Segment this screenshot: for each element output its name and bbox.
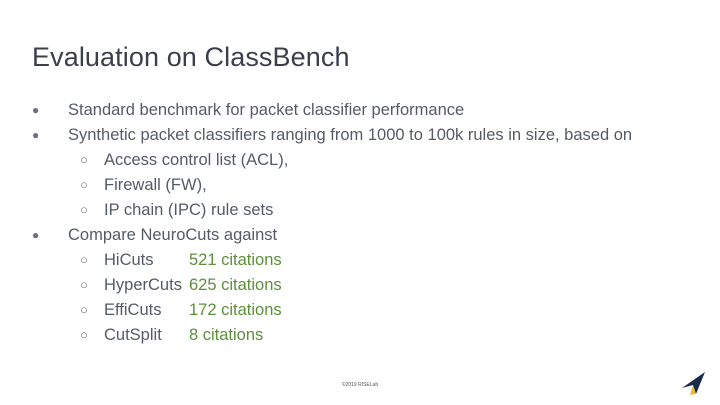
- bullet-circle-icon: ○: [80, 252, 88, 267]
- bullet-circle-icon: ○: [80, 277, 88, 292]
- method-name: EffiCuts: [104, 301, 162, 319]
- citation-count: 521 citations: [189, 251, 282, 269]
- footer-copyright: ©2019 RISELab: [341, 382, 379, 388]
- sub-bullet-item: [0, 198, 720, 222]
- slide-title: Evaluation on ClassBench: [32, 42, 350, 72]
- sub-bullet-text: Firewall (FW),: [104, 176, 207, 194]
- bullet-circle-icon: ○: [80, 202, 88, 217]
- bullet-dot-icon: ●: [32, 228, 40, 242]
- bullet-item: [0, 223, 720, 247]
- sub-bullet-item: [0, 173, 720, 197]
- sub-bullet-item: [0, 148, 720, 172]
- citation-count: 625 citations: [189, 276, 282, 294]
- sub-bullet-text: IP chain (IPC) rule sets: [104, 201, 274, 219]
- citation-count: 172 citations: [189, 301, 282, 319]
- sub-bullet-text: Access control list (ACL),: [104, 151, 289, 169]
- citation-count: 8 citations: [189, 326, 264, 344]
- bullet-item: [0, 123, 720, 147]
- bullet-dot-icon: ●: [32, 128, 40, 142]
- comparison-item: [0, 248, 720, 272]
- comparison-item: [0, 323, 720, 347]
- bullet-text: Standard benchmark for packet classifier performance: [68, 101, 465, 119]
- comparison-item: [0, 298, 720, 322]
- bullet-circle-icon: ○: [80, 152, 88, 167]
- method-name: HiCuts: [104, 251, 154, 269]
- bullet-circle-icon: ○: [80, 302, 88, 317]
- bullet-dot-icon: ●: [32, 103, 40, 117]
- bullet-item: [0, 98, 720, 122]
- riselab-logo-icon: [680, 370, 706, 396]
- comparison-item: [0, 273, 720, 297]
- bullet-circle-icon: ○: [80, 177, 88, 192]
- bullet-circle-icon: ○: [80, 327, 88, 342]
- method-name: CutSplit: [104, 326, 162, 344]
- method-name: HyperCuts: [104, 276, 182, 294]
- bullet-text: Compare NeuroCuts against: [68, 226, 278, 244]
- bullet-text: Synthetic packet classifiers ranging from 1000 to 100k rules in size, based on: [68, 126, 633, 144]
